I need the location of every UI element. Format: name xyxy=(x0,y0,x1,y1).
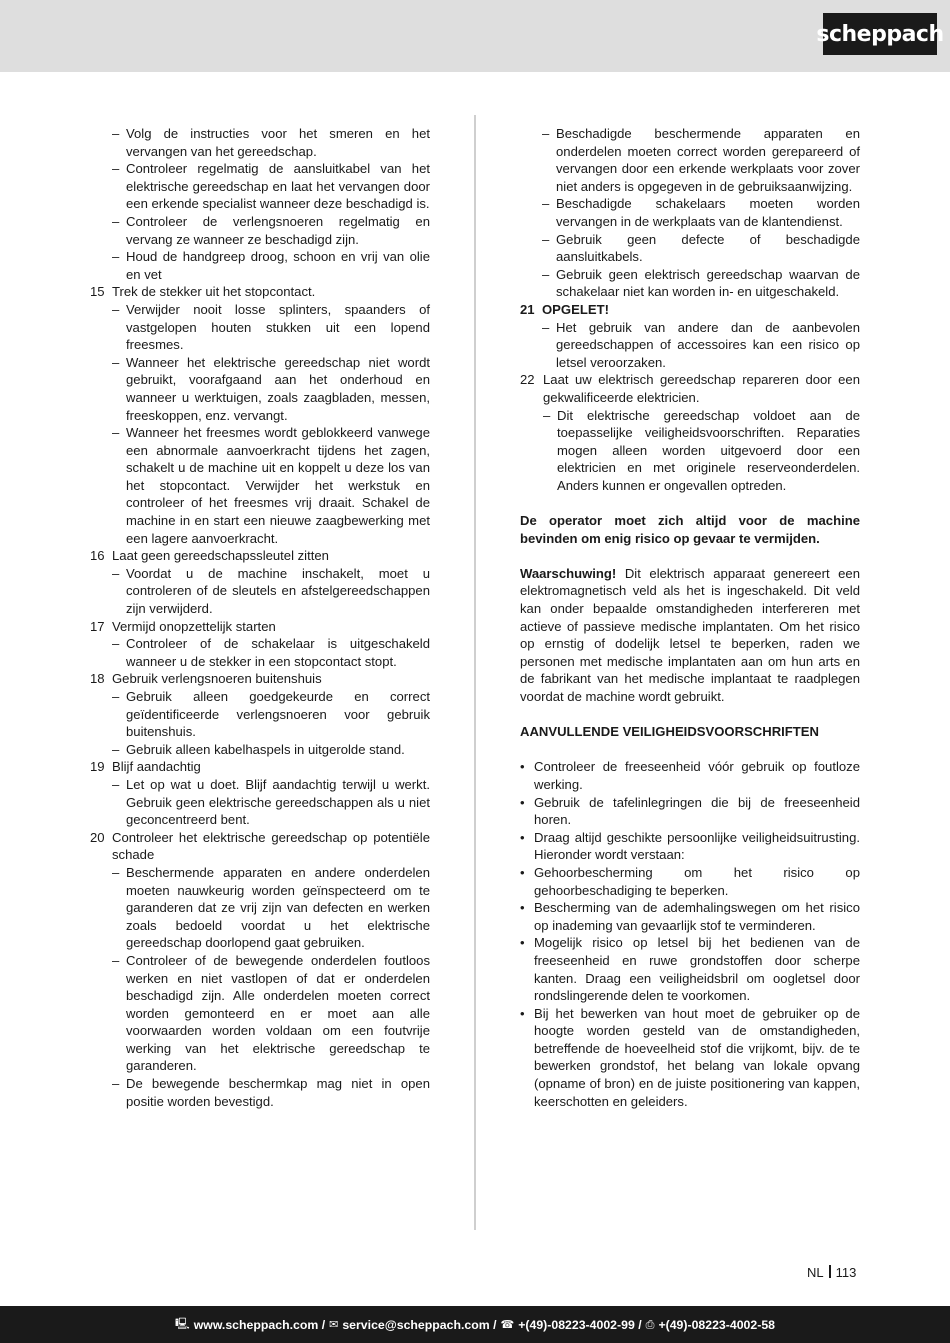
dash-list-item xyxy=(90,248,430,283)
dash-list-item xyxy=(90,301,430,354)
list-item-text: Bescherming van de ademhalingswegen om het risico op inademing van gevaarlijk stof te verminderen. xyxy=(534,900,860,933)
section-heading xyxy=(520,723,860,741)
page-language: NL xyxy=(807,1265,824,1280)
bullet-list-item xyxy=(520,864,860,899)
dash-list-item xyxy=(90,213,430,248)
numbered-item xyxy=(90,829,430,864)
dash-list-item xyxy=(90,635,430,670)
dash-marker: – xyxy=(542,266,550,282)
dash-list-item xyxy=(90,741,430,759)
bold-notice xyxy=(520,512,860,547)
bullet-marker: • xyxy=(520,900,525,916)
list-item-text: Volg de instructies voor het smeren en het vervangen van het gereedschap. xyxy=(126,126,430,159)
heading-text: AANVULLENDE VEILIGHEIDSVOORSCHRIFTEN xyxy=(520,724,819,740)
bullet-marker: • xyxy=(520,829,525,845)
dash-list-item xyxy=(90,864,430,952)
bullet-marker: • xyxy=(520,1005,525,1021)
dash-marker: – xyxy=(112,301,120,317)
numbered-item-text: Controleer het elektrische gereedschap op potentiële schade xyxy=(112,829,430,863)
dash-marker: – xyxy=(112,776,120,792)
dash-list-item xyxy=(90,160,430,213)
dash-list-item xyxy=(520,266,860,301)
list-item-text: Houd de handgreep droog, schoon en vrij van olie en vet xyxy=(126,249,430,282)
dash-marker: – xyxy=(112,161,120,177)
dash-list-item xyxy=(90,424,430,547)
footer-mail[interactable]: service@scheppach.com / xyxy=(342,1317,497,1332)
dash-list-item xyxy=(90,952,430,1075)
dash-list-item xyxy=(520,125,860,195)
paragraph-spacer xyxy=(520,547,860,565)
dash-list-item xyxy=(90,1075,430,1110)
numbered-item xyxy=(90,618,430,636)
dash-marker: – xyxy=(112,126,120,141)
bullet-marker: • xyxy=(520,794,525,810)
dash-list-item xyxy=(90,354,430,424)
numbered-item-text: Laat uw elektrisch gereedschap repareren door een gekwalificeerde elektricien. xyxy=(543,372,860,405)
list-item-text: Draag altijd geschikte persoonlijke veiligheidsuitrusting. Hieronder wordt verstaan: xyxy=(534,829,860,863)
dash-list-item xyxy=(520,231,860,266)
dash-marker: – xyxy=(542,126,550,141)
list-item-text: Gebruik geen elektrisch gereedschap waarvan de schakelaar niet kan worden in- en uitgeschakeld. xyxy=(556,266,860,300)
numbered-item xyxy=(90,547,430,565)
list-item-text: Wanneer het freesmes wordt geblokkeerd vanwege een abnormale aanvoerkracht tijdens het zagen, schakelt u de machine uit en koppelt u deze los van het stopcontact. Verwijder het werkstuk en controleer of het freesmes vrij draait. Schakel de machine in en start een nieuwe zaagbewerking met een lagere aanvoerkracht. xyxy=(126,425,430,546)
list-item-text: Controleer de verlengsnoeren regelmatig en vervang ze wanneer ze beschadigd zijn. xyxy=(126,213,430,247)
list-item-text: Wanneer het elektrische gereedschap niet wordt gebruikt, voorafgaand aan het onderhoud en wanneer u werktuigen, zoals zaagbladen, messen, freeskoppen, enz. vervangt. xyxy=(126,354,430,423)
dash-list-item xyxy=(90,565,430,618)
paragraph-spacer xyxy=(520,494,860,512)
numbered-item-text: Trek de stekker uit het stopcontact. xyxy=(112,284,316,300)
footer-phone: +(49)-08223-4002-99 / xyxy=(518,1317,642,1332)
page-number-separator xyxy=(829,1265,831,1278)
list-item-text: Dit elektrische gereedschap voldoet aan de toepasselijke veiligheidsvoorschriften. Reparaties mogen alleen worden uitgevoerd door een elektricien en met originele reserveonderdelen. Anders kunnen er ongevallen optreden. xyxy=(557,407,860,493)
bullet-list-item xyxy=(520,899,860,934)
paragraph-spacer xyxy=(520,706,860,724)
numbered-item-text: OPGELET! xyxy=(542,301,609,317)
dash-marker: – xyxy=(112,952,120,968)
footer-bar xyxy=(0,1306,950,1343)
bullet-list-item xyxy=(520,794,860,829)
item-number: 19 xyxy=(90,759,105,775)
dash-marker: – xyxy=(542,319,550,335)
dash-marker: – xyxy=(112,1076,120,1092)
list-item-text: Gebruik alleen goedgekeurde en correct geïdentificeerde verlengsnoeren voor gebruik buitenshuis. xyxy=(126,689,430,740)
right-column xyxy=(520,125,860,1110)
numbered-item xyxy=(520,301,860,319)
bullet-marker: • xyxy=(520,759,525,775)
bullet-list-item xyxy=(520,934,860,1004)
numbered-item xyxy=(520,371,860,406)
dash-marker: – xyxy=(112,689,120,704)
bullet-list-item xyxy=(520,1005,860,1111)
dash-list-item xyxy=(520,195,860,230)
list-item-text: Controleer de freeseenheid vóór gebruik op foutloze werking. xyxy=(534,759,860,792)
dash-marker: – xyxy=(112,213,120,229)
numbered-item-text: Laat geen gereedschapssleutel zitten xyxy=(112,548,329,564)
bullet-marker: • xyxy=(520,864,525,880)
dash-marker: – xyxy=(112,565,120,581)
header-bar xyxy=(0,0,950,72)
mail-icon: ✉ xyxy=(329,1318,339,1331)
dash-marker: – xyxy=(112,249,120,265)
numbered-item xyxy=(90,758,430,776)
dash-marker: – xyxy=(112,741,120,757)
fax-icon: ⎙ xyxy=(645,1317,655,1331)
column-divider xyxy=(474,115,476,1230)
list-item-text: Gehoorbescherming om het risico op gehoorbeschadiging te beperken. xyxy=(534,864,860,898)
list-item-text: Beschadigde schakelaars moeten worden vervangen in de werkplaats van de klantendienst. xyxy=(556,196,860,229)
list-item-text: Beschadigde beschermende apparaten en onderdelen moeten correct worden gerepareerd of vervangen door een erkende werkplaats voor zover niet anders is opgegeven in de gebruiksaanwijzing. xyxy=(556,126,860,194)
list-item-text: Controleer of de schakelaar is uitgeschakeld wanneer u de stekker in een stopcontact stopt. xyxy=(126,636,430,669)
item-number: 20 xyxy=(90,829,105,845)
footer-web[interactable]: www.scheppach.com / xyxy=(193,1317,326,1332)
item-number: 22 xyxy=(520,372,535,388)
list-item-text: Gebruik alleen kabelhaspels in uitgerolde stand. xyxy=(126,741,405,757)
dash-list-item xyxy=(90,688,430,741)
list-item-text: Controleer regelmatig de aansluitkabel van het elektrische gereedschap en laat het vervangen door een erkende specialist wanneer deze beschadigd is. xyxy=(126,161,430,212)
list-item-text: De bewegende beschermkap mag niet in open positie worden bevestigd. xyxy=(126,1076,430,1109)
numbered-item xyxy=(90,283,430,301)
list-item-text: Verwijder nooit losse splinters, spaanders of vastgelopen houten stukken uit een lopend freesmes. xyxy=(126,301,430,353)
bullet-list-item xyxy=(520,758,860,793)
item-number: 16 xyxy=(90,548,105,564)
numbered-item-text: Gebruik verlengsnoeren buitenshuis xyxy=(112,671,322,687)
numbered-item xyxy=(90,670,430,688)
item-number: 21 xyxy=(520,301,535,317)
dash-list-item xyxy=(520,319,860,372)
numbered-item-text: Vermijd onopzettelijk starten xyxy=(112,618,276,634)
list-item-text: Controleer of de bewegende onderdelen foutloos werken en niet vastlopen of dat er onderdelen beschadigd zijn. Alle onderdelen moeten correct worden gemonteerd en er moet aan alle voorwaarden worden voldaan om een foutvrije werking van het elektrische gereedschap te garanderen. xyxy=(126,952,430,1074)
list-item-text: Voordat u de machine inschakelt, moet u controleren of de sleutels en afstelgereedschappen zijn verwijderd. xyxy=(126,565,430,617)
list-item-text: Gebruik geen defecte of beschadigde aansluitkabels. xyxy=(556,231,860,265)
footer-fax: +(49)-08223-4002-58 xyxy=(658,1317,775,1332)
dash-list-item xyxy=(90,776,430,829)
numbered-item-text: Blijf aandachtig xyxy=(112,759,201,775)
page-number xyxy=(807,1265,856,1280)
bullet-list-item xyxy=(520,829,860,864)
warning-label: Waarschuwing! xyxy=(520,565,617,581)
item-number: 17 xyxy=(90,618,105,634)
computer-icon: 🖳 xyxy=(175,1317,190,1330)
paragraph-spacer xyxy=(520,741,860,759)
bullet-marker: • xyxy=(520,935,525,951)
notice-text: De operator moet zich altijd voor de machine bevinden om enig risico op gevaar te vermijden. xyxy=(520,513,860,546)
brand-logo: scheppach xyxy=(823,13,937,55)
list-item-text: Mogelijk risico op letsel bij het bedienen van de freeseenheid en ruwe grondstoffen door scherpe kanten. Draag een veiligheidsbril om oogletsel door rondslingerende delen te voorkomen. xyxy=(534,935,860,1004)
warning-paragraph xyxy=(520,565,860,706)
list-item-text: Beschermende apparaten en andere onderdelen moeten nauwkeurig worden geïnspecteerd om te garanderen dat ze vrij zijn van defecten en werken zoals bedoeld voordat u het elektrische gereedschap doorlopend gaat gebruiken. xyxy=(126,864,430,951)
dash-marker: – xyxy=(542,196,550,212)
warning-text: Dit elektrisch apparaat genereert een elektromagnetisch veld als het is ingeschakeld. Dit veld kan onder bepaalde omstandigheden interfereren met actieve of passieve medische implantaten. Om het risico op ernstig of dodelijk letsel te beperken, raden we personen met medische implantaten aan om hun arts en de fabrikant van het medische implantaat te raadplegen voordat de machine wordt gebruikt. xyxy=(520,565,860,704)
dash-marker: – xyxy=(112,354,120,370)
dash-marker: – xyxy=(112,864,120,880)
left-column xyxy=(90,125,430,1110)
dash-marker: – xyxy=(543,407,551,423)
list-item-text: Het gebruik van andere dan de aanbevolen gereedschappen of accessoires kan een risico op letsel veroorzaken. xyxy=(556,319,860,370)
item-number: 15 xyxy=(90,284,105,300)
dash-marker: – xyxy=(112,425,120,441)
list-item-text: Bij het bewerken van hout moet de gebruiker op de hoogte worden gesteld van de omstandigheden, betreffende de hoeveelheid stof die vrijkomt, bijv. de te bewerken grondstof, het belang van lokale opvang (opname of bron) en de juiste positionering van kappen, keerschotten en geleiders. xyxy=(534,1005,860,1109)
dash-list-item xyxy=(520,407,860,495)
dash-list-item xyxy=(90,125,430,160)
list-item-text: Gebruik de tafelinlegringen die bij de freeseenheid horen. xyxy=(534,794,860,828)
dash-marker: – xyxy=(542,231,550,247)
phone-icon: ☎ xyxy=(500,1318,515,1331)
page-number-value: 113 xyxy=(835,1265,857,1280)
item-number: 18 xyxy=(90,671,105,687)
list-item-text: Let op wat u doet. Blijf aandachtig terwijl u werkt. Gebruik geen elektrische gereedschappen als u niet geconcentreerd bent. xyxy=(126,776,430,828)
dash-marker: – xyxy=(112,636,120,652)
